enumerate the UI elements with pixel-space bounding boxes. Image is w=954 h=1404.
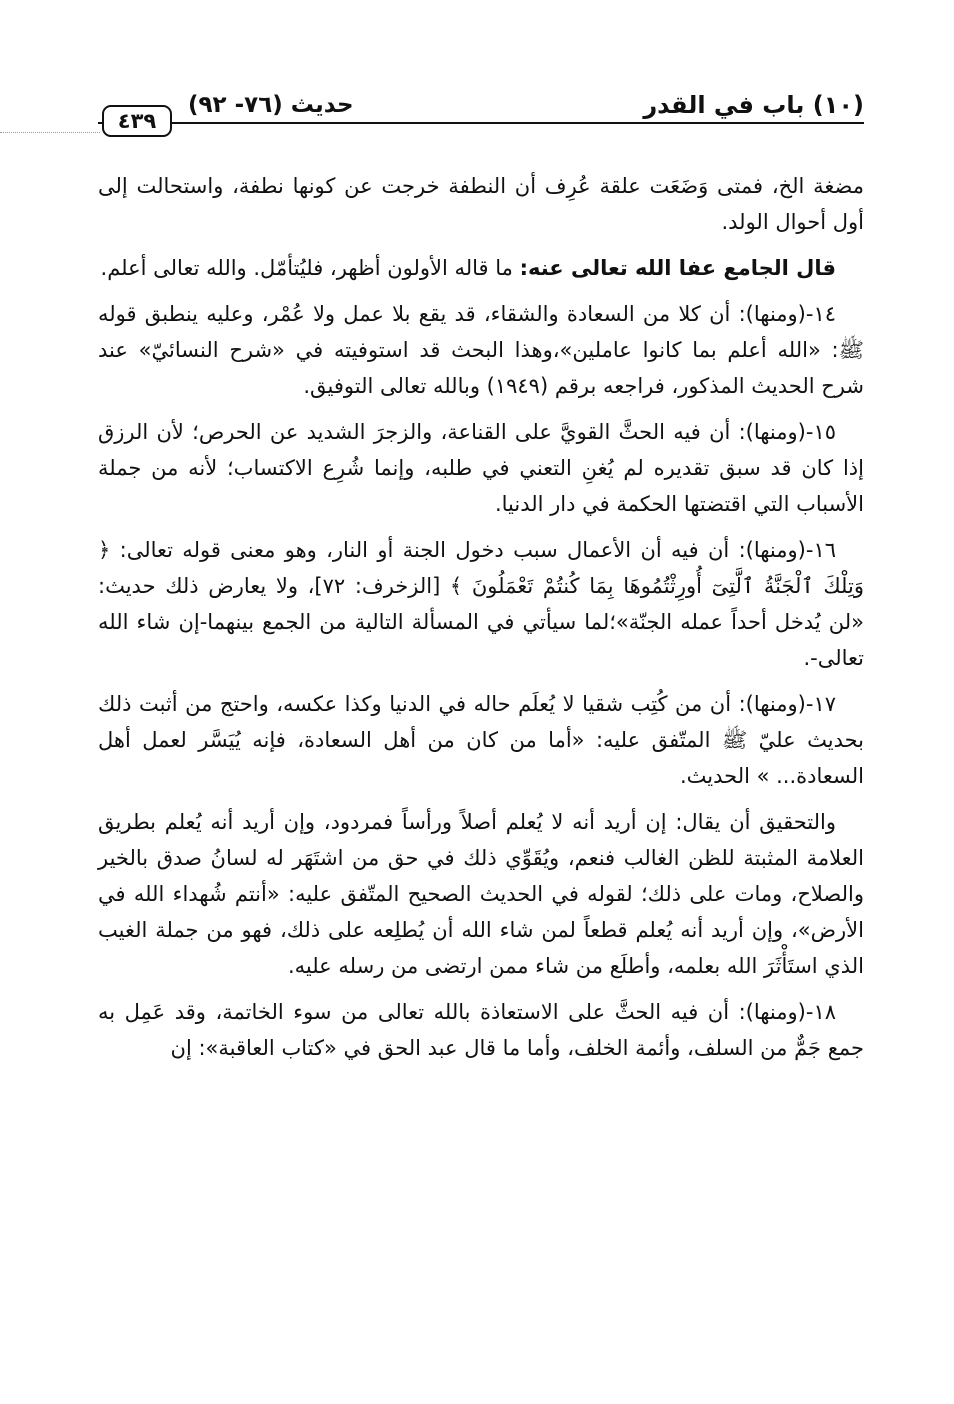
hadith-range: حديث (٧٦- ٩٢) [188,92,354,118]
paragraph-point-16 [98,532,864,676]
paragraph-text: مضغة الخ، فمتى وَضَعَت علقة عُرِف أن النطفة خرجت عن كونها نطفة، واستحالت إلى أول أحوال الولد. [98,174,864,234]
chapter-title: (١٠) باب في القدر [643,91,864,119]
paragraph-continuation [98,168,864,240]
paragraph-point-15 [98,414,864,522]
paragraph-text: ١٨-(ومنها): أن فيه الحثَّ على الاستعاذة بالله تعالى من سوء الخاتمة، وقد عَمِل به جمع جَمٌّ من السلف، وأئمة الخلف، وأما ما قال عبد الحق في «كتاب العاقبة»: إن [98,1000,864,1060]
paragraph-point-17 [98,686,864,794]
page-header [98,88,864,148]
page-body [98,168,864,1076]
paragraph-text: ١٤-(ومنها): أن كلا من السعادة والشقاء، قد يقع بلا عمل ولا عُمْر، وعليه ينطبق قوله ﷺ: «الله أعلم بما كانوا عاملين»،وهذا البحث قد استوفيته في «شرح النسائيّ» عند شرح الحديث المذكور، فراجعه برقم (١٩٤٩) وبالله تعالى التوفيق. [98,302,864,398]
paragraph-text: ١٧-(ومنها): أن من كُتِب شقيا لا يُعلَم حاله في الدنيا وكذا عكسه، واحتج من أثبت ذلك بحديث عليّ ﷺ المتّفق عليه: «أما من كان من أهل السعادة، فإنه يُيَسَّر لعمل أهل السعادة... » الحديث. [98,692,864,788]
paragraph-text: والتحقيق أن يقال: إن أريد أنه لا يُعلم أصلاً ورأساً فمردود، وإن أريد أنه يُعلم بطريق العلامة المثبتة للظن الغالب فنعم، ويُقَوِّي ذلك في حق من اشتَهَر له لسانُ صدق بالخير والصلاح، ومات على ذلك؛ لقوله في الحديث الصحيح المتّفق عليه: «أنتم شُهداء الله في الأرض»، وإن أريد أنه يُعلم قطعاً لمن شاء الله أن يُطلِعه على ذلك، فهو من جملة الغيب الذي استَأْثَرَ الله بعلمه، وأطلَع من شاء ممن ارتضى من رسله عليه. [98,810,864,978]
scan-artifact-line [0,132,100,133]
paragraph-point-14 [98,296,864,404]
paragraph-verification [98,804,864,984]
paragraph-text: ما قاله الأولون أظهر، فليُتأمّل. والله تعالى أعلم. [100,256,520,280]
paragraph-text: ١٥-(ومنها): أن فيه الحثَّ القويَّ على القناعة، والزجرَ الشديد عن الحرص؛ لأن الرزق إذا كان قد سبق تقديره لم يُغنِ التعني في طلبه، وإنما شُرِع الاكتساب؛ لأنه من جملة الأسباب التي اقتضتها الحكمة في دار الدنيا. [98,420,864,516]
page-number-box: ٤٣٩ [102,105,172,137]
paragraph-point-18 [98,994,864,1066]
header-rule [98,122,864,124]
paragraph-compiler-note [98,250,864,286]
paragraph-lead: قال الجامع عفا الله تعالى عنه: [519,256,836,280]
paragraph-text: ١٦-(ومنها): أن فيه أن الأعمال سبب دخول الجنة أو النار، وهو معنى قوله تعالى: ﴿ وَتِلْكَ ٱلْجَنَّةُ ٱلَّتِىٓ أُورِثْتُمُوهَا بِمَا كُنتُمْ تَعْمَلُونَ ﴾ [الزخرف: ٧٢]، ولا يعارض ذلك حديث: «لن يُدخل أحداً عمله الجنّة»؛لما سيأتي في المسألة التالية من الجمع بينهما-إن شاء الله تعالى-. [98,538,864,670]
